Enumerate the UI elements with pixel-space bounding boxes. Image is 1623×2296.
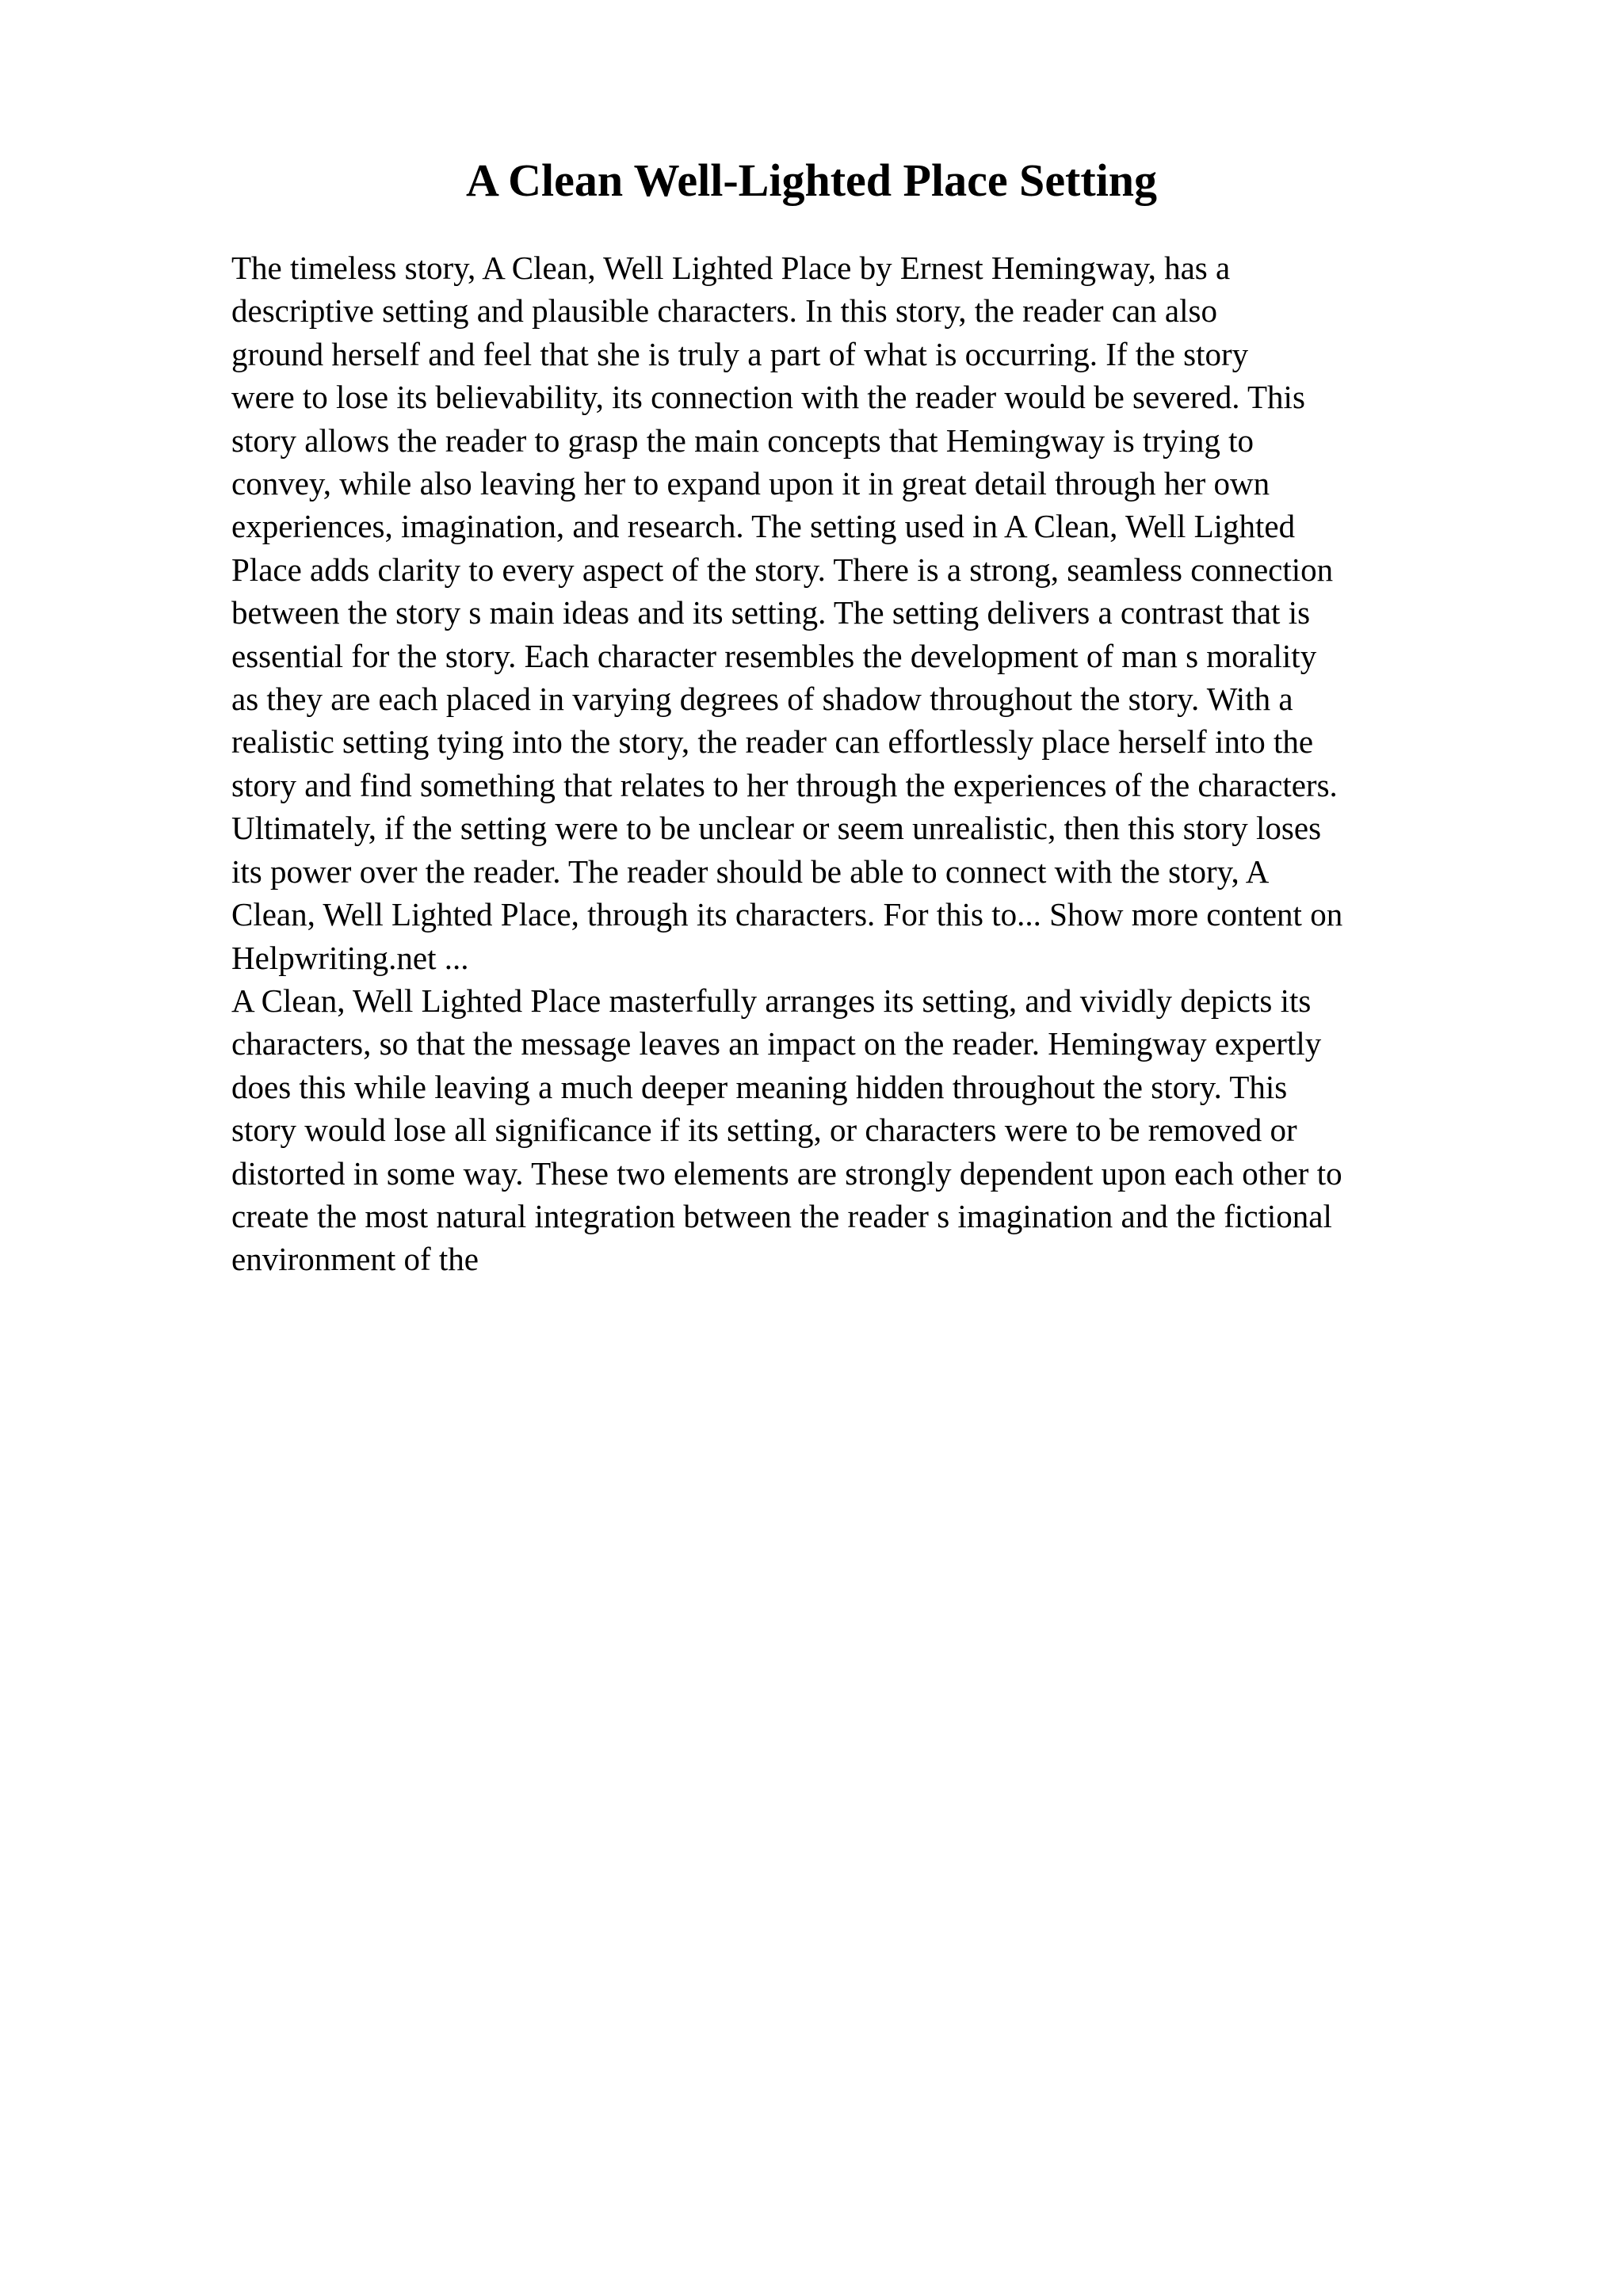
text-line: between the story s main ideas and its setting. The setting delivers a contrast that is <box>231 594 1311 631</box>
text-line: as they are each placed in varying degrees of shadow throughout the story. With a <box>231 681 1293 718</box>
text-line: experiences, imagination, and research. The setting used in A Clean, Well Lighted <box>231 508 1296 545</box>
text-line: convey, while also leaving her to expand upon it in great detail through her own <box>231 465 1270 502</box>
text-line: characters, so that the message leaves an impact on the reader. Hemingway expertly <box>231 1025 1322 1062</box>
text-line: Ultimately, if the setting were to be unclear or seem unrealistic, then this story loses <box>231 810 1322 847</box>
text-line: Clean, Well Lighted Place, through its characters. For this to... Show more content on <box>231 896 1343 933</box>
text-line: essential for the story. Each character resembles the development of man s morality <box>231 637 1317 674</box>
text-line: story and find something that relates to her through the experiences of the characters. <box>231 766 1338 803</box>
text-line: story allows the reader to grasp the main concepts that Hemingway is trying to <box>231 421 1254 459</box>
text-line: descriptive setting and plausible characters. In this story, the reader can also <box>231 292 1217 330</box>
text-line: A Clean, Well Lighted Place masterfully arranges its setting, and vividly depicts its <box>231 982 1312 1019</box>
document-body <box>231 246 1515 1281</box>
text-line: does this while leaving a much deeper meaning hidden throughout the story. This <box>231 1068 1288 1105</box>
text-line: Place adds clarity to every aspect of the story. There is a strong, seamless connection <box>231 551 1334 588</box>
document-title: A Clean Well-Lighted Place Setting <box>465 154 1158 206</box>
text-line: ground herself and feel that she is truly a part of what is occurring. If the story <box>231 335 1249 372</box>
text-line: were to lose its believability, its connection with the reader would be severed. This <box>231 379 1305 416</box>
text-line: distorted in some way. These two elements are strongly dependent upon each other to <box>231 1154 1342 1192</box>
text-line: Helpwriting.net ... <box>231 939 469 976</box>
text-line: its power over the reader. The reader should be able to connect with the story, A <box>231 852 1270 890</box>
text-line: environment of the <box>231 1241 479 1278</box>
text-line: story would lose all significance if its setting, or characters were to be removed or <box>231 1112 1297 1149</box>
text-line: realistic setting tying into the story, the reader can effortlessly place herself into the <box>231 723 1314 761</box>
text-line: The timeless story, A Clean, Well Lighted Place by Ernest Hemingway, has a <box>231 250 1231 286</box>
text-line: create the most natural integration between the reader s imagination and the fictional <box>231 1197 1332 1234</box>
